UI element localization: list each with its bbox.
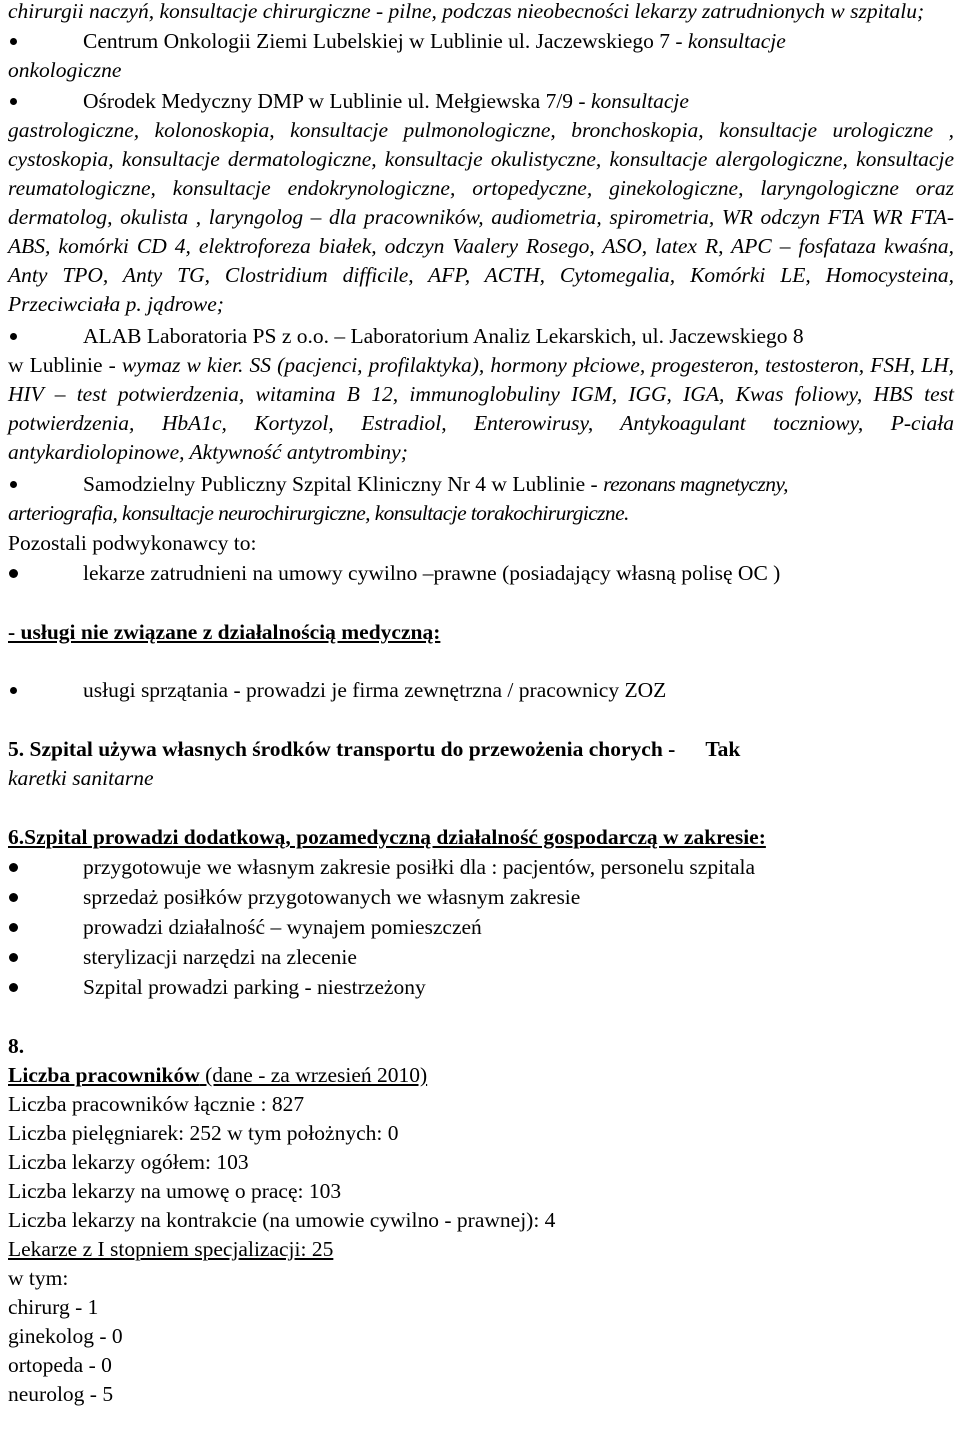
contractor-item-line [8,470,954,499]
section6-item: Szpital prowadzi parking - niestrzeżony [8,973,954,1002]
contractor-item-line [8,322,954,351]
specialist-line: ortopeda - 0 [8,1353,112,1377]
bullet-icon [8,883,18,912]
section8-number: 8. [8,1034,25,1058]
contractor-continuation: arteriografia, konsultacje neurochirurgiczne, konsultacje torakochirurgiczne. [8,501,629,525]
section5-heading: 5. Szpital używa własnych środków transportu do przewożenia chorych - Tak [8,737,741,761]
contractor-item-line [8,27,954,56]
intro-line-2: zatrudnionych w szpitalu; [702,0,925,23]
section8-line: Liczba pracowników łącznie : 827 [8,1092,305,1116]
section6-item: przygotowuje we własnym zakresie posiłki dla : pacjentów, personelu szpitala [8,853,954,882]
document-page [8,0,954,1409]
section8-line: Liczba pielęgniarek: 252 w tym położnych: 0 [8,1121,399,1145]
contractor-scope: konsultacje [687,29,786,53]
in-that-label: w tym: [8,1266,69,1290]
section6-item: sprzedaż posiłków przygotowanych we własnym zakresie [8,883,954,912]
contractor-name: Centrum Onkologii Ziemi Lubelskiej w Lublinie ul. Jaczewskiego 7 - [83,29,688,53]
bullet-icon [8,27,18,56]
non-medical-heading: - usługi nie związane z działalnością medyczną: [8,620,441,644]
section6-item: prowadzi działalność – wynajem pomieszczeń [8,913,954,942]
bullet-icon [8,470,18,499]
bullet-icon [8,853,18,882]
bullet-icon [8,676,18,705]
bullet-icon [8,913,18,942]
contractor-item-line [8,87,954,116]
other-subcontractors-heading: Pozostali podwykonawcy to: [8,531,257,555]
contractor-continuation: w Lublinie - wymaz w kier. SS (pacjenci, profilaktyka), hormony płciowe, progesteron, testosteron, FSH, LH, HIV – test potwierdzenia, witamina B 12, immunoglobuliny IGM, IGG, IGA, Kwas foliowy, HBS test potwierdzenia, HbA1c, Kortyzol, Estradiol, Enterowirusy, Antykoagulant toczniowy, P-ciała antykardiolopinowe, Aktywność antytrombiny; [8,353,954,464]
intro-paragraph [8,0,954,26]
bullet-icon [8,943,18,972]
specialists-heading: Lekarze z I stopniem specjalizacji: 25 [8,1237,334,1261]
contractor-item [8,87,954,319]
section8-line: Liczba lekarzy na umowę o pracę: 103 [8,1179,342,1203]
section8-line: Liczba lekarzy ogółem: 103 [8,1150,249,1174]
contractor-continuation: onkologiczne [8,58,122,82]
contractor-item [8,27,954,85]
specialist-line: neurolog - 5 [8,1382,114,1406]
specialist-line: ginekolog - 0 [8,1324,123,1348]
section8-line: Liczba lekarzy na kontrakcie (na umowie cywilno - prawnej): 4 [8,1208,556,1232]
bullet-icon [8,559,18,588]
contractor-item [8,470,954,528]
contractor-scope: konsultacje [590,89,689,113]
non-medical-item: usługi sprzątania - prowadzi je firma zewnętrzna / pracownicy ZOZ [8,676,954,705]
bullet-icon [8,87,18,116]
contractor-item [8,322,954,467]
other-subcontractor-item: lekarze zatrudnieni na umowy cywilno –prawne (posiadający własną polisę OC ) [8,559,954,588]
bullet-icon [8,322,18,351]
section5-answer: Tak [705,737,741,761]
specialist-line: chirurg - 1 [8,1295,99,1319]
section8-title: Liczba pracowników (dane - za wrzesień 2010) [8,1063,428,1087]
contractor-name: Samodzielny Publiczny Szpital Kliniczny Nr 4 w Lublinie - [83,472,604,496]
contractor-scope: rezonans magnetyczny, [603,472,788,496]
bullet-icon [8,973,18,1002]
section5-detail: karetki sanitarne [8,766,154,790]
section6-item: sterylizacji narzędzi na zlecenie [8,943,954,972]
contractor-continuation: gastrologiczne, kolonoskopia, konsultacje pulmonologiczne, bronchoskopia, konsultacje urologiczne , cystoskopia, konsultacje dermatologiczne, konsultacje okulistyczne, konsultacje alergologiczne, konsultacje reumatologiczne, konsultacje endokrynologiczne, ortopedyczne, ginekologiczne, laryngologiczne oraz dermatolog, okulista , laryngolog – dla pracowników, audiometria, spirometria, WR odczyn FTA WR FTA-ABS, komórki CD 4, elektroforeza białek, odczyn Vaalery Rosego, ASO, latex R, APC – fosfataza kwaśna, Anty TPO, Anty TG, Clostridium difficile, AFP, ACTH, Cytomegalia, Komórki LE, Homocysteina, Przeciwciała p. jądrowe; [8,118,954,316]
contractor-name: ALAB Laboratoria PS z o.o. – Laboratorium Analiz Lekarskich, ul. Jaczewskiego 8 [83,324,804,348]
intro-line-1: chirurgii naczyń, konsultacje chirurgiczne - pilne, podczas nieobecności lekarzy [8,0,697,23]
contractor-name: Ośrodek Medyczny DMP w Lublinie ul. Mełgiewska 7/9 - [83,89,591,113]
section6-heading: 6.Szpital prowadzi dodatkową, pozamedyczną działalność gospodarczą w zakresie: [8,825,766,849]
